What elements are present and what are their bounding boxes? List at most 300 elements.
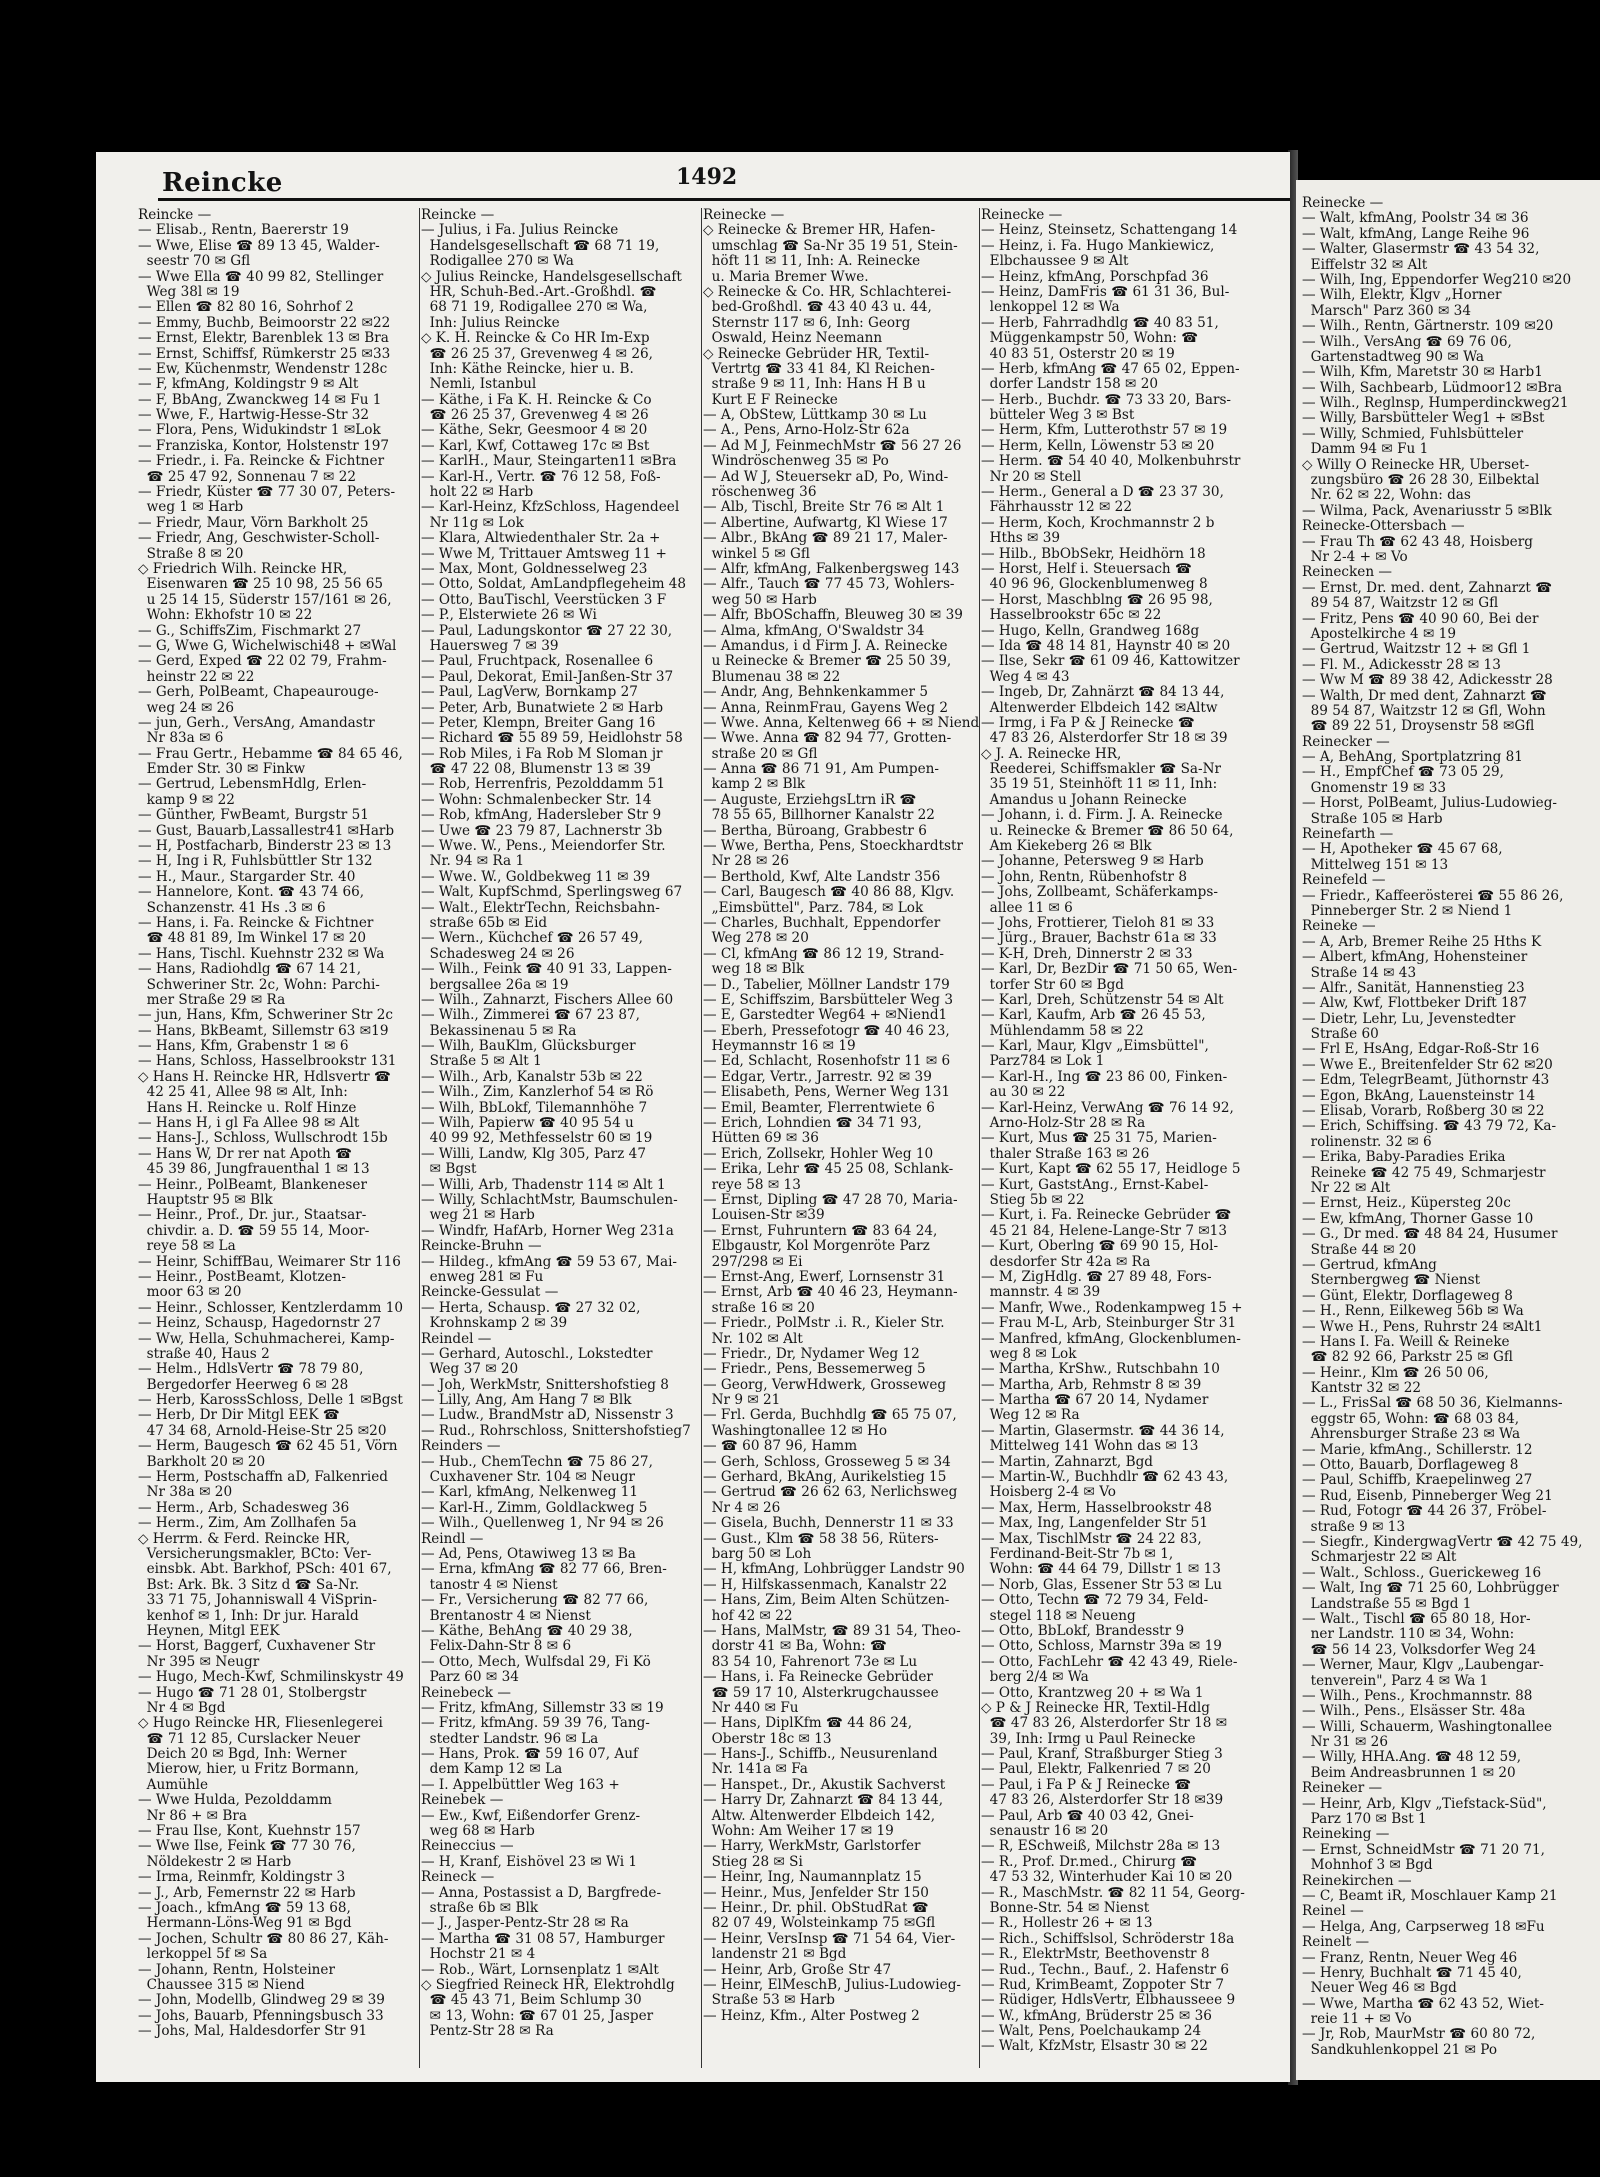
directory-entry-line: — Wwe H., Pens, Ruhrstr 24 ✉Alt1 bbox=[1302, 1319, 1543, 1335]
directory-entry-line: — Karl-Heinz, VerwAng ☎ 76 14 92, bbox=[981, 1100, 1234, 1116]
directory-entry-line: — Herm., Zim, Am Zollhafen 5a bbox=[138, 1516, 357, 1532]
directory-entry-line: Nr 11g ✉ Lok bbox=[421, 515, 524, 531]
directory-entry-line: — Lilly, Ang, Am Hang 7 ✉ Blk bbox=[421, 1393, 632, 1409]
directory-entry-line: seestr 70 ✉ Gfl bbox=[138, 254, 251, 270]
directory-entry-line: — J., Arb, Femernstr 22 ✉ Harb bbox=[138, 1885, 356, 1901]
directory-entry-line: 35 19 51, Steinhöft 11 ✉ 11, Inh: bbox=[981, 777, 1218, 793]
directory-entry-line: Mohnhof 3 ✉ Bgd bbox=[1302, 1858, 1433, 1874]
directory-entry-line: 297/298 ✉ Ei bbox=[703, 1254, 803, 1270]
directory-entry-line: zungsbüro ☎ 26 28 30, Eilbektal bbox=[1302, 473, 1540, 489]
directory-entry-line: — Emmy, Buchb, Beimoorstr 22 ✉22 bbox=[138, 315, 391, 331]
directory-entry-line: Nr 2-4 + ✉ Vo bbox=[1302, 549, 1408, 565]
directory-entry-line: — Hans, i. Fa. Reincke & Fichtner bbox=[138, 915, 374, 931]
directory-entry-line: Pinneberger Str. 2 ✉ Niend 1 bbox=[1302, 903, 1513, 919]
directory-entry-line: — Harry Dr, Zahnarzt ☎ 84 13 44, bbox=[703, 1793, 944, 1809]
directory-entry-line: — Rob, kfmAng, Hadersleber Str 9 bbox=[421, 808, 662, 824]
directory-entry-line: Bergedorfer Heerweg 6 ✉ 28 bbox=[138, 1377, 349, 1393]
directory-entry-line: Marsch" Parz 360 ✉ 34 bbox=[1302, 303, 1471, 319]
directory-entry-line: — Heinr., Mus, Jenfelder Str 150 bbox=[703, 1885, 929, 1901]
directory-entry-line: straße 6b ✉ Blk bbox=[421, 1900, 539, 1916]
directory-entry-line: Reinebeck — bbox=[421, 1685, 511, 1701]
directory-entry-line: — Frau Gertr., Hebamme ☎ 84 65 46, bbox=[138, 746, 403, 762]
directory-entry-line: — Ew, kfmAng, Thorner Gasse 10 bbox=[1302, 1211, 1534, 1227]
directory-entry-line: — Ad M J, FeinmechMstr ☎ 56 27 26 bbox=[703, 438, 962, 454]
directory-entry-line: — KarlH., Maur, Steingarten11 ✉Bra bbox=[421, 454, 677, 470]
directory-entry-line: — Gisela, Buchh, Dennerstr 11 ✉ 33 bbox=[703, 1516, 954, 1532]
directory-entry-line: — Wwe. Anna, Keltenweg 66 + ✉ Niend bbox=[703, 715, 980, 731]
directory-entry-line: — Kurt, GaststAng., Ernst-Kabel- bbox=[981, 1177, 1209, 1193]
directory-entry-line: röschenweg 36 bbox=[703, 485, 817, 501]
directory-entry-line: ◇ Friedrich Wilh. Reincke HR, bbox=[138, 561, 348, 577]
directory-entry-line: 33 71 75, Johanniswall 4 ViSprin- bbox=[138, 1593, 378, 1609]
directory-entry-line: Reindl — bbox=[421, 1531, 484, 1547]
directory-entry-line: — Alfr, BbOSchaffn, Bleuweg 30 ✉ 39 bbox=[703, 608, 963, 624]
directory-entry-line: bütteler Weg 3 ✉ Bst bbox=[981, 408, 1135, 424]
directory-entry-line: — Martin-W., Buchhdlr ☎ 62 43 43, bbox=[981, 1470, 1229, 1486]
directory-entry-line: 42 25 41, Allee 98 ✉ Alt, Inh: bbox=[138, 1085, 348, 1101]
directory-entry-line: — Friedr., i. Fa. Reincke & Fichtner bbox=[138, 454, 385, 470]
directory-entry-line: — K-H, Dreh, Dinnerstr 2 ✉ 33 bbox=[981, 946, 1193, 962]
directory-entry-line: — Wwe Ilse, Feink ☎ 77 30 76, bbox=[138, 1839, 356, 1855]
directory-entry-line: Heynen, Mitgl EEK bbox=[138, 1623, 280, 1639]
directory-entry-line: ◇ Herrm. & Ferd. Reincke HR, bbox=[138, 1531, 351, 1547]
directory-entry-line: — Ww, Hella, Schuhmacherei, Kamp- bbox=[138, 1331, 395, 1347]
directory-entry-line: Oswald, Heinz Neemann bbox=[703, 331, 883, 347]
directory-entry-line: — Richard ☎ 55 89 59, Heidlohstr 58 bbox=[421, 731, 683, 747]
directory-entry-line: Reincke-Gessulat — bbox=[421, 1285, 559, 1301]
directory-entry-line: — Friedr., Kaffeerösterei ☎ 55 86 26, bbox=[1302, 888, 1564, 904]
directory-entry-line: — Martha, Arb, Rehmstr 8 ✉ 39 bbox=[981, 1377, 1202, 1393]
directory-entry-line: — Hans, DiplKfm ☎ 44 86 24, bbox=[703, 1716, 913, 1732]
directory-entry-line: — Marie, kfmAng., Schillerstr. 12 bbox=[1302, 1442, 1533, 1458]
directory-entry-line: mannstr. 4 ✉ 39 bbox=[981, 1285, 1101, 1301]
directory-entry-line: — R., MaschMstr. ☎ 82 11 54, Georg- bbox=[981, 1885, 1245, 1901]
directory-entry-line: — Wilh, Ing, Eppendorfer Weg210 ✉20 bbox=[1302, 272, 1572, 288]
directory-entry-line: — Karl, Maur, Klgv „Eimsbüttel", bbox=[981, 1039, 1209, 1055]
directory-entry-line: — Ernst, SchneidMstr ☎ 71 20 71, bbox=[1302, 1842, 1545, 1858]
directory-entry-line: — Hans, Schloss, Hasselbrookstr 131 bbox=[138, 1054, 397, 1070]
directory-entry-line: — ☎ 60 87 96, Hamm bbox=[703, 1439, 858, 1455]
directory-entry-line: — Wilh., Pens., Elsässer Str. 48a bbox=[1302, 1704, 1526, 1720]
directory-entry-line: Nr 31 ✉ 26 bbox=[1302, 1735, 1388, 1751]
directory-entry-line: — Heinz, kfmAng, Porschpfad 36 bbox=[981, 269, 1209, 285]
directory-entry-line: Krohnskamp 2 ✉ 39 bbox=[421, 1316, 568, 1332]
directory-entry-line: — E, Garstedter Weg64 + ✉Niend1 bbox=[703, 1008, 948, 1024]
directory-entry-line: thaler Straße 163 ✉ 26 bbox=[981, 1146, 1150, 1162]
directory-entry-line: Nr. 102 ✉ Alt bbox=[703, 1331, 803, 1347]
directory-entry-line: — Walt., Tischl ☎ 65 80 18, Hor- bbox=[1302, 1611, 1531, 1627]
directory-entry-line: — Erna, kfmAng ☎ 82 77 66, Bren- bbox=[421, 1562, 667, 1578]
directory-entry-line: — Herm, Postschaffn aD, Falkenried bbox=[138, 1470, 388, 1486]
directory-entry-line: Windröschenweg 35 ✉ Po bbox=[703, 454, 889, 470]
directory-entry-line: — Frau M-L, Arb, Steinburger Str 31 bbox=[981, 1316, 1237, 1332]
directory-entry-line: winkel 5 ✉ Gfl bbox=[703, 546, 810, 562]
directory-entry-line: — Ernst-Ang, Ewerf, Lornsenstr 31 bbox=[703, 1269, 946, 1285]
directory-entry-line: — Paul, Ladungskontor ☎ 27 22 30, bbox=[421, 623, 673, 639]
directory-entry-line: — Gerhard, Autoschl., Lokstedter bbox=[421, 1346, 653, 1362]
directory-entry-line: landenstr 21 ✉ Bgd bbox=[703, 1947, 847, 1963]
directory-entry-line: ◇ Julius Reincke, Handelsgesellschaft bbox=[421, 269, 682, 285]
directory-entry-line: — Günther, FwBeamt, Burgstr 51 bbox=[138, 808, 369, 824]
page-number: 1492 bbox=[676, 164, 738, 190]
directory-entry-line: — Herb, Fahrradhdlg ☎ 40 83 51, bbox=[981, 315, 1219, 331]
directory-entry-line: u. Reinecke & Bremer ☎ 86 50 64, bbox=[981, 823, 1234, 839]
directory-entry-line: 45 39 86, Jungfrauenthal 1 ✉ 13 bbox=[138, 1162, 370, 1178]
directory-entry-line: — Ernst, Fuhruntern ☎ 83 64 24, bbox=[703, 1223, 938, 1239]
directory-entry-line: — Frl E, HsAng, Edgar-Roß-Str 16 bbox=[1302, 1042, 1540, 1058]
directory-entry-line: Straße 53 ✉ Harb bbox=[703, 1993, 835, 2009]
directory-entry-line: — Wilh., Reglnsp, Humperdinckweg21 bbox=[1302, 396, 1569, 412]
directory-entry-line: — Wwe Ella ☎ 40 99 82, Stellinger bbox=[138, 269, 384, 285]
directory-entry-line: Aumühle bbox=[138, 1777, 209, 1793]
directory-entry-line: — Werner, Maur, Klgv „Laubengar- bbox=[1302, 1658, 1544, 1674]
directory-entry-line: einsbk. Abt. Barkhof, PSch: 401 67, bbox=[138, 1562, 392, 1578]
directory-entry-line: — Ernst, Arb ☎ 40 46 23, Heymann- bbox=[703, 1285, 958, 1301]
directory-entry-line: — Gerhard, BkAng, Aurikelstieg 15 bbox=[703, 1470, 947, 1486]
directory-entry-line: 47 83 26, Alsterdorfer Str 18 ✉ 39 bbox=[981, 731, 1228, 747]
directory-entry-line: — Hilb., BbObSekr, Heidhörn 18 bbox=[981, 546, 1206, 562]
directory-entry-line: — Käthe, i Fa K. H. Reincke & Co bbox=[421, 392, 652, 408]
directory-entry-line: — Erika, Lehr ☎ 45 25 08, Schlank- bbox=[703, 1162, 954, 1178]
directory-entry-line: — Walt., Schloss., Guerickeweg 16 bbox=[1302, 1565, 1542, 1581]
directory-entry-line: Reinelt — bbox=[1302, 1935, 1370, 1951]
directory-entry-line: — J., Jasper-Pentz-Str 28 ✉ Ra bbox=[421, 1916, 629, 1932]
directory-entry-line: Reincke — bbox=[138, 208, 212, 223]
directory-entry-line: — Klara, Altwiedenthaler Str. 2a + bbox=[421, 531, 661, 547]
directory-entry-line: — Amandus, i d Firm J. A. Reinecke bbox=[703, 638, 948, 654]
directory-entry-line: — Herm, Koch, Krochmannstr 2 b bbox=[981, 515, 1215, 531]
directory-entry-line: — Heinr., Klm ☎ 26 50 06, bbox=[1302, 1365, 1489, 1381]
directory-entry-line: Altw. Altenwerder Elbdeich 142, bbox=[703, 1808, 936, 1824]
directory-entry-line: — Kurt, i. Fa. Reinecke Gebrüder ☎ bbox=[981, 1208, 1232, 1224]
directory-entry-line: — Wwe, Bertha, Pens, Stoeckhardtstr bbox=[703, 839, 963, 855]
directory-entry-line: Straße 105 ✉ Harb bbox=[1302, 811, 1443, 827]
directory-entry-line: weg 21 ✉ Harb bbox=[421, 1208, 535, 1224]
directory-entry-line: Mittelweg 141 Wohn das ✉ 13 bbox=[981, 1439, 1199, 1455]
directory-entry-line: — Wohn: Schmalenbecker Str. 14 bbox=[421, 792, 652, 808]
directory-entry-line: — D., Tabelier, Möllner Landstr 179 bbox=[703, 977, 950, 993]
directory-entry-line: straße 20 ✉ Gfl bbox=[703, 746, 818, 762]
directory-entry-line: Am Kiekeberg 26 ✉ Blk bbox=[981, 839, 1152, 855]
directory-entry-line: — A, BehAng, Sportplatzring 81 bbox=[1302, 750, 1523, 766]
directory-entry-line: Altenwerder Elbdeich 142 ✉Altw bbox=[981, 700, 1218, 716]
directory-entry-line: Barkholt 20 ✉ 20 bbox=[138, 1454, 266, 1470]
directory-entry-line: desdorfer Str 42a ✉ Ra bbox=[981, 1254, 1151, 1270]
directory-entry-line: Deich 20 ✉ Bgd, Inh: Werner bbox=[138, 1747, 347, 1763]
directory-entry-line: — E, Schiffszim, Barsbütteler Weg 3 bbox=[703, 992, 953, 1008]
directory-entry-line: — Walter, Glasermstr ☎ 43 54 32, bbox=[1302, 242, 1540, 258]
header-rule bbox=[158, 198, 1290, 201]
directory-entry-line: u Reinecke & Bremer ☎ 25 50 39, bbox=[703, 654, 952, 670]
directory-entry-line: — Paul, Dekorat, Emil-Janßen-Str 37 bbox=[421, 669, 674, 685]
directory-entry-line: — H., Maur., Stargarder Str. 40 bbox=[138, 869, 356, 885]
directory-entry-line: — Helm., HdlsVertr ☎ 78 79 80, bbox=[138, 1362, 364, 1378]
directory-entry-line: straße 40, Haus 2 bbox=[138, 1346, 270, 1362]
directory-entry-line: — Heinz, Steinsetz, Schattengang 14 bbox=[981, 223, 1238, 239]
directory-entry-line: reye 58 ✉ La bbox=[138, 1239, 236, 1255]
directory-entry-line: rolinenstr. 32 ✉ 6 bbox=[1302, 1134, 1432, 1150]
directory-entry-line: — Herm., General a D ☎ 23 37 30, bbox=[981, 485, 1224, 501]
directory-entry-line: Parz 170 ✉ Bst 1 bbox=[1302, 1812, 1427, 1828]
directory-entry-line: Eisenwaren ☎ 25 10 98, 25 56 65 bbox=[138, 577, 384, 593]
directory-entry-line: senaustr 16 ✉ 20 bbox=[981, 1824, 1109, 1840]
directory-page bbox=[96, 152, 1290, 2082]
directory-entry-line: — Friedr, Maur, Vörn Barkholt 25 bbox=[138, 515, 369, 531]
directory-entry-line: Straße 14 ✉ 43 bbox=[1302, 965, 1417, 981]
directory-entry-line: — Martin, Zahnarzt, Bgd bbox=[981, 1454, 1153, 1470]
directory-entry-line: Chaussee 315 ✉ Niend bbox=[138, 1977, 305, 1993]
directory-entry-line: — Kurt, Mus ☎ 25 31 75, Marien- bbox=[981, 1131, 1217, 1147]
directory-entry-line: — Rud., Techn., Bauf., 2. Hafenstr 6 bbox=[981, 1962, 1230, 1978]
directory-entry-line: ☎ 82 92 66, Parkstr 25 ✉ Gfl bbox=[1302, 1350, 1513, 1366]
directory-entry-line: — Rob Miles, i Fa Rob M Sloman jr bbox=[421, 746, 663, 762]
directory-entry-line: — Walt, kfmAng, Poolstr 34 ✉ 36 bbox=[1302, 211, 1529, 227]
directory-entry-line: ☎ 47 83 26, Alsterdorfer Str 18 ✉ bbox=[981, 1716, 1228, 1732]
directory-entry-line: stegel 118 ✉ Neueng bbox=[981, 1608, 1136, 1624]
directory-entry-line: — Irma, Reinmfr, Koldingstr 3 bbox=[138, 1870, 346, 1886]
directory-entry-line: Landstraße 55 ✉ Bgd 1 bbox=[1302, 1596, 1472, 1612]
directory-entry-line: Brentanostr 4 ✉ Nienst bbox=[421, 1608, 591, 1624]
directory-entry-line: dorfer Landstr 158 ✉ 20 bbox=[981, 377, 1159, 393]
directory-entry-line: — Albertine, Aufwartg, Kl Wiese 17 bbox=[703, 515, 948, 531]
directory-entry-line: — Ew, Küchenmstr, Wendenstr 128c bbox=[138, 361, 388, 377]
directory-entry-line: — Friedr., Dr, Nydamer Weg 12 bbox=[703, 1346, 920, 1362]
directory-entry-line: — Martha ☎ 31 08 57, Hamburger bbox=[421, 1931, 665, 1947]
directory-entry-line: — Wilh, Sachbearb, Lüdmoor12 ✉Bra bbox=[1302, 380, 1563, 396]
directory-entry-line: Hütten 69 ✉ 36 bbox=[703, 1131, 819, 1147]
directory-entry-line: — Herb., Buchdr. ☎ 73 33 20, Bars- bbox=[981, 392, 1232, 408]
directory-entry-line: Stieg 28 ✉ Si bbox=[703, 1854, 803, 1870]
directory-entry-line: — Hanspet., Dr., Akustik Sachverst bbox=[703, 1777, 946, 1793]
directory-entry-line: — Hans, Radiohdlg ☎ 67 14 21, bbox=[138, 962, 362, 978]
directory-entry-line: — Ad, Pens, Otawiweg 13 ✉ Ba bbox=[421, 1546, 636, 1562]
directory-entry-line: — Karl-H., Zimm, Goldlackweg 5 bbox=[421, 1500, 648, 1516]
directory-entry-line: — Wilh., Zim, Kanzlerhof 54 ✉ Rö bbox=[421, 1085, 654, 1101]
directory-entry-line: — H., EmpfChef ☎ 73 05 29, bbox=[1302, 765, 1504, 781]
directory-entry-line: — Wilh., Zahnarzt, Fischers Allee 60 bbox=[421, 992, 674, 1008]
directory-entry-line: kamp 2 ✉ Blk bbox=[703, 777, 806, 793]
directory-entry-line: reie 11 + ✉ Vo bbox=[1302, 2012, 1412, 2028]
directory-entry-line: Reineker — bbox=[1302, 1781, 1383, 1797]
directory-entry-line: Nr. 94 ✉ Ra 1 bbox=[421, 854, 525, 870]
directory-entry-line: Hans H. Reincke u. Rolf Hinze bbox=[138, 1100, 357, 1116]
directory-entry-line: — Alfr., Sanität, Hannenstieg 23 bbox=[1302, 980, 1525, 996]
directory-entry-line: — Heinr, Arb, Große Str 47 bbox=[703, 1962, 892, 1978]
directory-entry-line: — Erich, Schiffsing. ☎ 43 79 72, Ka- bbox=[1302, 1119, 1557, 1135]
directory-entry-line: — A, Arb, Bremer Reihe 25 Hths K bbox=[1302, 934, 1542, 950]
directory-entry-line: Mierow, hier, u Fritz Bormann, bbox=[138, 1762, 359, 1778]
directory-entry-line: höft 11 ✉ 11, Inh: A. Reinecke bbox=[703, 254, 921, 270]
directory-entry-line: — Gertrud, kfmAng bbox=[1302, 1257, 1437, 1273]
directory-entry-line: — Erich, Lohndien ☎ 34 71 93, bbox=[703, 1116, 922, 1132]
directory-entry-line: straße 65b ✉ Eid bbox=[421, 915, 548, 931]
directory-entry-line: — Frau Th ☎ 62 43 48, Hoisberg bbox=[1302, 534, 1533, 550]
column-divider bbox=[701, 208, 702, 2068]
directory-entry-line: — Walt., ElektrTechn, Reichsbahn- bbox=[421, 900, 660, 916]
directory-entry-line: — H., Renn, Eilkeweg 56b ✉ Wa bbox=[1302, 1304, 1524, 1320]
directory-entry-line: Kurt E F Reinecke bbox=[703, 392, 838, 408]
directory-entry-line: Reineck — bbox=[421, 1870, 495, 1886]
directory-entry-line: — Ernst, Elektr, Barenblek 13 ✉ Bra bbox=[138, 331, 389, 347]
directory-entry-line: — Anna ☎ 86 71 91, Am Pumpen- bbox=[703, 762, 940, 778]
directory-entry-line: ☎ 26 25 37, Grevenweg 4 ✉ 26, bbox=[421, 346, 653, 362]
directory-entry-line: — R., ElektrMstr, Beethovenstr 8 bbox=[981, 1947, 1210, 1963]
directory-entry-line: — Heinr, Ing, Naumannplatz 15 bbox=[703, 1870, 922, 1886]
directory-entry-line: 89 54 87, Waitzstr 12 ✉ Gfl bbox=[1302, 596, 1499, 612]
directory-entry-line: — Walt, KfzMstr, Elsastr 30 ✉ 22 bbox=[981, 2039, 1208, 2055]
directory-entry-line: — Käthe, Sekr, Geesmoor 4 ✉ 20 bbox=[421, 423, 648, 439]
directory-entry-line: — Ww M ☎ 89 38 42, Adickesstr 28 bbox=[1302, 673, 1553, 689]
directory-entry-line: 89 54 87, Waitzstr 12 ✉ Gfl, Wohn bbox=[1302, 703, 1546, 719]
directory-entry-line: — Karl, Dreh, Schützenstr 54 ✉ Alt bbox=[981, 992, 1224, 1008]
directory-entry-line: — Otto, BbLokf, Brandesstr 9 bbox=[981, 1623, 1185, 1639]
directory-entry-line: lerkoppel 5f ✉ Sa bbox=[138, 1947, 268, 1963]
directory-entry-line: — P., Elsterwiete 26 ✉ Wi bbox=[421, 608, 597, 624]
directory-entry-line: — Walt, KupfSchmd, Sperlingsweg 67 bbox=[421, 885, 683, 901]
directory-entry-line: allee 11 ✉ 6 bbox=[981, 900, 1073, 916]
directory-entry-line: — Erika, Baby-Paradies Erika bbox=[1302, 1150, 1506, 1166]
directory-entry-line: — Peter, Arb, Bunatwiete 2 ✉ Harb bbox=[421, 700, 664, 716]
directory-entry-line: — Edm, TelegrBeamt, Jüthornstr 43 bbox=[1302, 1073, 1550, 1089]
directory-entry-line: — Ida ☎ 48 14 81, Haynstr 40 ✉ 20 bbox=[981, 638, 1231, 654]
directory-entry-line: holt 22 ✉ Harb bbox=[421, 485, 534, 501]
directory-entry-line: — F, BbAng, Zwanckweg 14 ✉ Fu 1 bbox=[138, 392, 382, 408]
directory-entry-line: — Bertha, Büroang, Grabbestr 6 bbox=[703, 823, 927, 839]
directory-entry-line: — Elisab, Vorarb, Roßberg 30 ✉ 22 bbox=[1302, 1104, 1545, 1120]
directory-entry-line: Reinebek — bbox=[421, 1793, 504, 1809]
directory-entry-line: 40 96 96, Glockenblumenweg 8 bbox=[981, 577, 1208, 593]
directory-entry-line: — Horst, Baggerf, Cuxhavener Str bbox=[138, 1639, 376, 1655]
directory-entry-line: — Heinr, VersInsp ☎ 71 54 64, Vier- bbox=[703, 1931, 956, 1947]
directory-entry-line: — Otto, Schloss, Marnstr 39a ✉ 19 bbox=[981, 1639, 1222, 1655]
directory-entry-line: — Herm, Kelln, Löwenstr 53 ✉ 20 bbox=[981, 438, 1215, 454]
directory-entry-line: — Karl-H., Vertr. ☎ 76 12 58, Foß- bbox=[421, 469, 661, 485]
directory-entry-line: dem Kamp 12 ✉ La bbox=[421, 1762, 563, 1778]
directory-entry-line: Elbgaustr, Kol Morgenröte Parz bbox=[703, 1239, 930, 1255]
directory-entry-line: — Karl, kfmAng, Nelkenweg 11 bbox=[421, 1485, 639, 1501]
directory-entry-line: ✉ Bgst bbox=[421, 1162, 477, 1178]
directory-entry-line: Pentz-Str 28 ✉ Ra bbox=[421, 2024, 554, 2040]
directory-entry-line: torfer Str 60 ✉ Bgd bbox=[981, 977, 1124, 993]
directory-entry-line: — Hans, Tischl. Kuehnstr 232 ✉ Wa bbox=[138, 946, 385, 962]
directory-entry-line: bergsallee 26a ✉ 19 bbox=[421, 977, 569, 993]
directory-entry-line: 68 71 19, Rodigallee 270 ✉ Wa, bbox=[421, 300, 648, 316]
directory-entry-line: — Johs, Mal, Haldesdorfer Str 91 bbox=[138, 2024, 368, 2040]
directory-entry-line: — Carl, Baugesch ☎ 40 86 88, Klgv. bbox=[703, 885, 955, 901]
directory-entry-line: ◇ Reinecke Gebrüder HR, Textil- bbox=[703, 346, 930, 362]
directory-entry-line: mer Straße 29 ✉ Ra bbox=[138, 992, 286, 1008]
directory-entry-line: umschlag ☎ Sa-Nr 35 19 51, Stein- bbox=[703, 238, 958, 254]
directory-entry-line: Damm 94 ✉ Fu 1 bbox=[1302, 442, 1429, 458]
directory-entry-line: ☎ 47 22 08, Blumenstr 13 ✉ 39 bbox=[421, 762, 651, 778]
directory-entry-line: — Hans W, Dr rer nat Apoth ☎ bbox=[138, 1146, 353, 1162]
directory-entry-line: — Egon, BkAng, Lauensteinstr 14 bbox=[1302, 1088, 1536, 1104]
directory-entry-line: — Wwe Hulda, Pezolddamm bbox=[138, 1793, 332, 1809]
directory-entry-line: — Hugo, Kelln, Grandweg 168g bbox=[981, 623, 1200, 639]
directory-entry-line: — Friedr, Küster ☎ 77 30 07, Peters- bbox=[138, 485, 396, 501]
directory-entry-line: hof 42 ✉ 22 bbox=[703, 1608, 793, 1624]
directory-entry-line: Reinecke — bbox=[981, 208, 1063, 223]
directory-entry-line: — Willi, Schauerm, Washingtonallee bbox=[1302, 1719, 1553, 1735]
directory-entry-line: — Hans-J., Schiffb., Neusurenland bbox=[703, 1747, 938, 1763]
directory-entry-line: — Max, Mont, Goldnesselweg 23 bbox=[421, 561, 648, 577]
directory-entry-line: — Ernst, Schiffsf, Rümkerstr 25 ✉33 bbox=[138, 346, 391, 362]
directory-entry-line: — Gerh, Schloss, Grosseweg 5 ✉ 34 bbox=[703, 1454, 951, 1470]
directory-entry-line: ☎ 71 12 85, Curslacker Neuer bbox=[138, 1731, 361, 1747]
directory-entry-line: — Gertrud, LebensmHdlg, Erlen- bbox=[138, 777, 367, 793]
directory-entry-line: — Alw, Kwf, Flottbeker Drift 187 bbox=[1302, 996, 1527, 1012]
directory-entry-line: — Martha ☎ 67 20 14, Nydamer bbox=[981, 1393, 1209, 1409]
directory-entry-line: Reinecke-Ottersbach — bbox=[1302, 519, 1465, 535]
directory-entry-line: — Otto, Krantzweg 20 + ✉ Wa 1 bbox=[981, 1685, 1204, 1701]
directory-entry-line: straße 16 ✉ 20 bbox=[703, 1300, 815, 1316]
directory-entry-line: — Gertrud ☎ 26 62 63, Nerlichsweg bbox=[703, 1485, 958, 1501]
directory-entry-line: ☎ 26 25 37, Grevenweg 4 ✉ 26 bbox=[421, 408, 649, 424]
directory-entry-line: — Jr, Rob, MaurMstr ☎ 60 80 72, bbox=[1302, 2027, 1536, 2043]
directory-entry-line: — Herta, Schausp. ☎ 27 32 02, bbox=[421, 1300, 641, 1316]
directory-entry-line: — H, Postfacharb, Binderstr 23 ✉ 13 bbox=[138, 839, 392, 855]
directory-entry-line: — Wilh., Feink ☎ 40 91 33, Lappen- bbox=[421, 962, 672, 978]
directory-entry-line: 39, Inh: Irmg u Paul Reinecke bbox=[981, 1731, 1196, 1747]
directory-entry-line: — Wilh., Arb, Kanalstr 53b ✉ 22 bbox=[421, 1069, 643, 1085]
directory-entry-line: — R., Hollestr 26 + ✉ 13 bbox=[981, 1916, 1153, 1932]
directory-entry-line: Apostelkirche 4 ✉ 19 bbox=[1302, 626, 1456, 642]
directory-entry-line: — Ilse, Sekr ☎ 61 09 46, Kattowitzer bbox=[981, 654, 1240, 670]
directory-entry-line: — Julius, i Fa. Julius Reincke bbox=[421, 223, 619, 239]
directory-entry-line: — W., kfmAng, Brüderstr 25 ✉ 36 bbox=[981, 2008, 1212, 2024]
directory-entry-line: — Willi, Arb, Thadenstr 114 ✉ Alt 1 bbox=[421, 1177, 666, 1193]
directory-entry-line: — R., Prof. Dr.med., Chirurg ☎ bbox=[981, 1854, 1198, 1870]
directory-entry-line: Inh: Käthe Reincke, hier u. B. bbox=[421, 361, 634, 377]
directory-entry-line: Stieg 5b ✉ 22 bbox=[981, 1193, 1085, 1208]
directory-entry-line: — Auguste, ErziehgsLtrn iR ☎ bbox=[703, 792, 917, 808]
directory-entry-line: — G., Dr med. ☎ 48 84 24, Husumer bbox=[1302, 1227, 1558, 1243]
directory-entry-line: — Albr., BkAng ☎ 89 21 17, Maler- bbox=[703, 531, 948, 547]
directory-entry-line: — L., FrisSal ☎ 68 50 36, Kielmanns- bbox=[1302, 1396, 1563, 1412]
directory-entry-line: — Johann, Rentn, Holsteiner bbox=[138, 1962, 335, 1978]
directory-entry-line: — Paul, Fruchtpack, Rosenallee 6 bbox=[421, 654, 654, 670]
directory-entry-line: ◇ J. A. Reinecke HR, bbox=[981, 746, 1122, 762]
directory-entry-line: Sternbergweg ☎ Nienst bbox=[1302, 1273, 1481, 1289]
directory-entry-line: — Walt, Pens, Poelchaukamp 24 bbox=[981, 2024, 1202, 2040]
directory-entry-line: — Martin, Glasermstr. ☎ 44 36 14, bbox=[981, 1423, 1225, 1439]
directory-entry-line: — Max, Herm, Hasselbrookstr 48 bbox=[981, 1500, 1212, 1516]
directory-entry-line: reye 58 ✉ 13 bbox=[703, 1177, 801, 1193]
directory-entry-line: Reederei, Schiffsmakler ☎ Sa-Nr bbox=[981, 762, 1222, 778]
directory-entry-line: — Herb, kfmAng ☎ 47 65 02, Eppen- bbox=[981, 361, 1240, 377]
directory-entry-line: — Alfr., Tauch ☎ 77 45 73, Wohlers- bbox=[703, 577, 955, 593]
directory-entry-line: — Frau Ilse, Kont, Kuehnstr 157 bbox=[138, 1824, 361, 1840]
directory-entry-line: dorstr 41 ✉ Ba, Wohn: ☎ bbox=[703, 1639, 887, 1655]
directory-entry-line: ☎ 56 14 23, Volksdorfer Weg 24 bbox=[1302, 1642, 1536, 1658]
directory-entry-line: — Willi, Landw, Klg 305, Parz 47 bbox=[421, 1146, 646, 1162]
directory-entry-line: — Wilma, Pack, Avenariusstr 5 ✉Blk bbox=[1302, 503, 1552, 519]
directory-entry-line: Nöldekestr 2 ✉ Harb bbox=[138, 1854, 292, 1870]
directory-entry-line: — Ew., Kwf, Eißendorfer Grenz- bbox=[421, 1808, 641, 1824]
directory-entry-line: — Wilh., VersAng ☎ 69 76 06, bbox=[1302, 334, 1512, 350]
directory-entry-line: — Walth, Dr med dent, Zahnarzt ☎ bbox=[1302, 688, 1547, 704]
directory-entry-line: — Wwe, Elise ☎ 89 13 45, Walder- bbox=[138, 238, 380, 254]
directory-entry-line: — Max, TischlMstr ☎ 24 22 83, bbox=[981, 1531, 1202, 1547]
directory-entry-line: Gartenstadtweg 90 ✉ Wa bbox=[1302, 349, 1485, 365]
directory-entry-line: — A, ObStew, Lüttkamp 30 ✉ Lu bbox=[703, 408, 927, 424]
directory-entry-line: — Cl, kfmAng ☎ 86 12 19, Strand- bbox=[703, 946, 944, 962]
directory-entry-line: 47 53 32, Winterhuder Kai 10 ✉ 20 bbox=[981, 1870, 1233, 1886]
directory-entry-line: Reinel — bbox=[1302, 1904, 1364, 1920]
directory-entry-line: Reinecke — bbox=[1302, 196, 1384, 211]
column-divider bbox=[979, 208, 980, 2068]
directory-entry-line: weg 8 ✉ Lok bbox=[981, 1346, 1077, 1362]
